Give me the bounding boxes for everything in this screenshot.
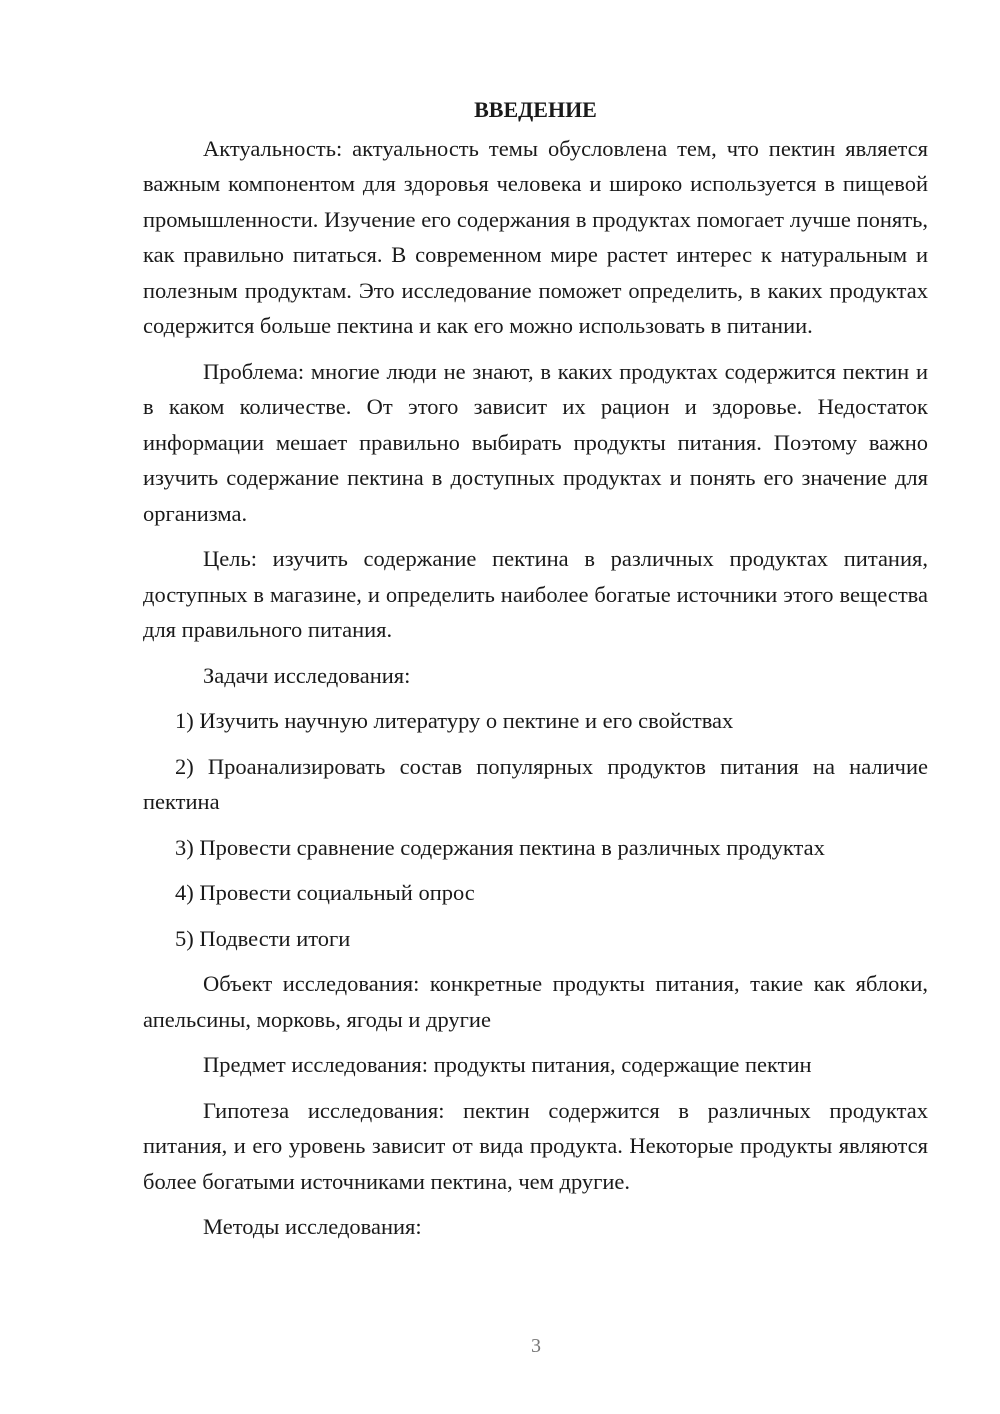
task-item: 4) Провести социальный опрос [175,880,475,905]
task-item: 3) Провести сравнение содержания пектина в различных продуктах [175,834,825,860]
task-item: 5) Подвести итоги [175,925,351,951]
hypothesis-paragraph: Гипотеза исследования: пектин содержится в различных продуктах питания, и его уровень зависит от вида продукта. Некоторые продукты являются более богатыми источниками пектина, чем другие. [143,1097,928,1194]
subject-paragraph: Предмет исследования: продукты питания, содержащие пектин [203,1052,812,1077]
tasks-title: Задачи исследования: [203,662,411,688]
methods-paragraph: Методы исследования: [203,1214,422,1239]
task-item: 2) Проанализировать состав популярных продуктов питания на наличие пектина [143,753,928,814]
page-number: 3 [531,1335,541,1357]
object-paragraph: Объект исследования: конкретные продукты питания, такие как яблоки, апельсины, морковь, ягоды и другие [143,971,928,1032]
problem-paragraph: Проблема: многие люди не знают, в каких продуктах содержится пектин и в каком количестве. От этого зависит их рацион и здоровье. Недостаток информации мешает правильно выбирать продукты питания. Поэтому важно изучить содержание пектина в доступных продуктах и понять его значение для организма. [143,358,928,526]
page-content [143,92,928,1255]
relevance-paragraph: Актуальность: актуальность темы обусловлена тем, что пектин является важным компонентом для здоровья человека и широко используется в пищевой промышленности. Изучение его содержания в продуктах помогает лучше понять, как правильно питаться. В современном мире растет интерес к натуральным и полезным продуктам. Это исследование поможет определить, в каких продуктах содержится больше пектина и как его можно использовать в питании. [143,135,928,338]
task-item: 1) Изучить научную литературу о пектине и его свойствах [175,708,734,733]
tasks-list [143,703,928,956]
goal-paragraph: Цель: изучить содержание пектина в различных продуктах питания, доступных в магазине, и определить наиболее богатые источники этого вещества для правильного питания. [143,546,928,642]
section-heading: ВВЕДЕНИЕ [474,97,597,122]
